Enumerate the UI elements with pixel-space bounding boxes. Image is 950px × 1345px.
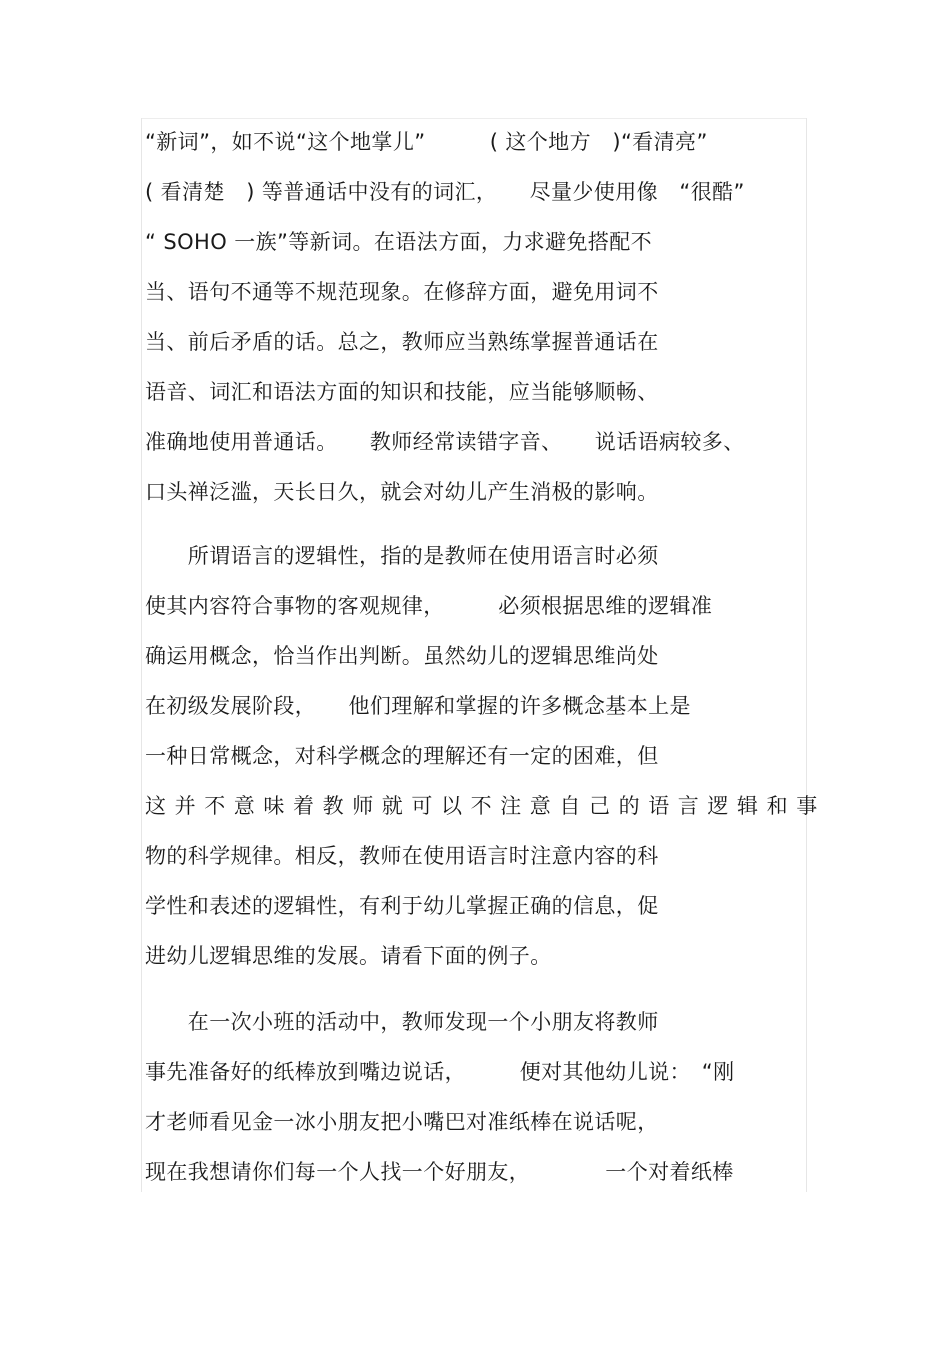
text-line: 当、语句不通等不规范现象。在修辞方面，避免用词不 (145, 280, 659, 304)
text-line: 在初级发展阶段， 他们理解和掌握的许多概念基本上是 (145, 694, 691, 718)
text-line: 在一次小班的活动中，教师发现一个小朋友将教师 (145, 1010, 659, 1034)
page-frame-top-border (141, 118, 806, 119)
text-line: 使其内容符合事物的客观规律， 必须根据思维的逻辑准 (145, 594, 713, 618)
text-line: 进幼儿逻辑思维的发展。请看下面的例子。 (145, 944, 552, 968)
text-line: ( 看清楚 ) 等普通话中没有的词汇， 尽量少使用像 “很酷” (145, 180, 745, 204)
text-line: 所谓语言的逻辑性，指的是教师在使用语言时必须 (145, 544, 659, 568)
text-line: 这并不意味着教师就可以不注意自己的语言逻辑和事 (145, 794, 826, 818)
text-line: 物的科学规律。相反，教师在使用语言时注意内容的科 (145, 844, 659, 868)
text-line: “ SOHO 一族”等新词。在语法方面，力求避免搭配不 (145, 230, 653, 254)
text-line: 当、前后矛盾的话。总之，教师应当熟练掌握普通话在 (145, 330, 659, 354)
text-line: 事先准备好的纸棒放到嘴边说话， 便对其他幼儿说： “刚 (145, 1060, 735, 1084)
text-line: 确运用概念，恰当作出判断。虽然幼儿的逻辑思维尚处 (145, 644, 659, 668)
page-frame-right-border (806, 118, 807, 1192)
text-line: “新词”，如不说“这个地掌儿” ( 这个地方 )“看清亮” (145, 130, 708, 154)
page-frame-left-border (141, 118, 142, 1192)
text-line: 准确地使用普通话。 教师经常读错字音、 说话语病较多、 (145, 430, 745, 454)
text-line: 语音、词汇和语法方面的知识和技能，应当能够顺畅、 (145, 380, 659, 404)
text-line: 学性和表述的逻辑性，有利于幼儿掌握正确的信息，促 (145, 894, 659, 918)
text-line: 口头禅泛滥，天长日久，就会对幼儿产生消极的影响。 (145, 480, 659, 504)
text-line: 现在我想请你们每一个人找一个好朋友， 一个对着纸棒 (145, 1160, 734, 1184)
text-line: 一种日常概念，对科学概念的理解还有一定的困难，但 (145, 744, 659, 768)
text-line: 才老师看见金一冰小朋友把小嘴巴对准纸棒在说话呢， (145, 1110, 659, 1134)
